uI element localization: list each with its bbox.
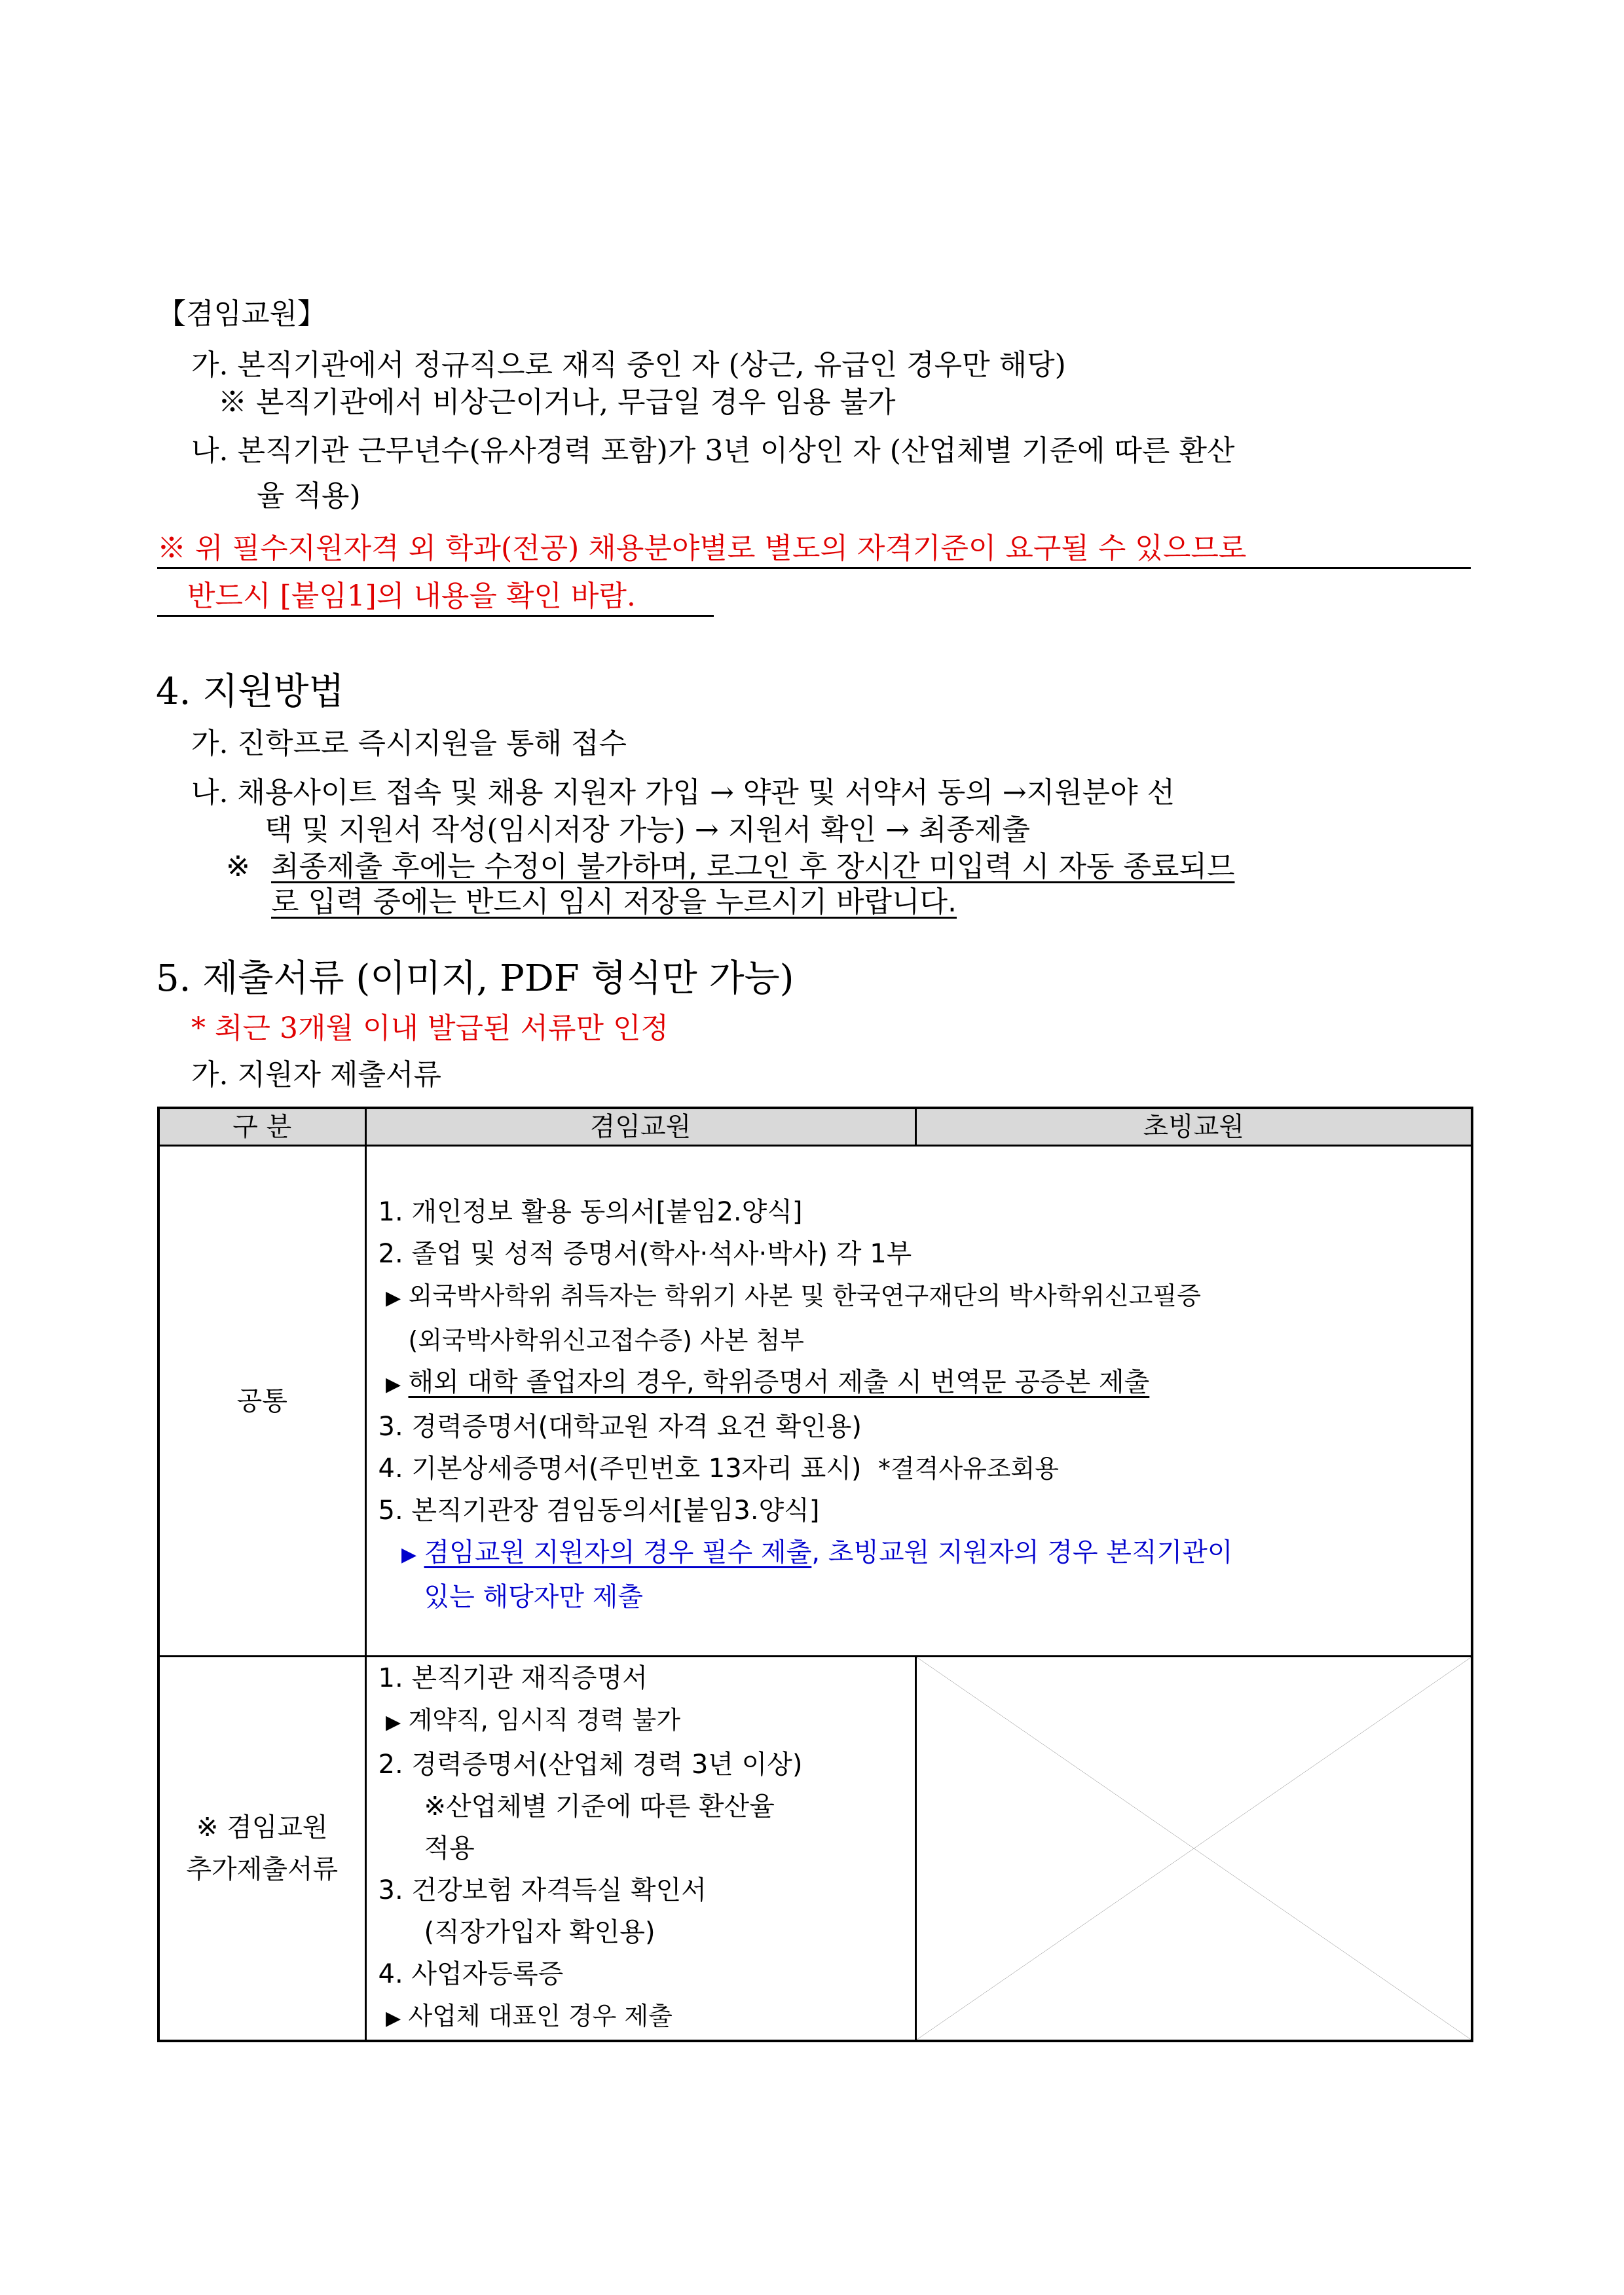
extra-item-3: 3. 건강보험 자격득실 확인서	[378, 1875, 707, 1905]
common-sub1	[378, 1275, 1471, 1319]
table-header-row	[158, 1108, 1472, 1146]
extra-item-2: 2. 경력증명서(산업체 경력 3년 이상)	[378, 1750, 803, 1780]
row-extra-content	[365, 1657, 915, 2042]
extra-sub4	[378, 1995, 915, 2040]
row-extra-label	[158, 1657, 365, 2042]
extra-label-line1: ※ 겸임교원	[196, 1812, 328, 1843]
common-sub2-text: 해외 대학 졸업자의 경우, 학위증명서 제출 시 번역문 공증본 제출	[408, 1367, 1150, 1397]
invited-not-applicable-cell	[915, 1657, 1472, 2042]
common-label-text: 공통	[236, 1386, 287, 1416]
common-item-1: 1. 개인정보 활용 동의서[붙임2.양식]	[378, 1197, 803, 1227]
common-sub3	[378, 1532, 1471, 1576]
section5-note: * 최근 3개월 이내 발급된 서류만 인정	[191, 1012, 669, 1045]
common-sub3-part1: 겸임교원 지원자의 경우 필수 제출	[424, 1537, 812, 1568]
common-sub3-line2: 있는 해당자만 제출	[424, 1582, 644, 1612]
extra-sub4-text: 사업체 대표인 경우 제출	[408, 2002, 673, 2030]
common-sub1-line2: (외국박사학위신고접수증) 사본 첨부	[408, 1326, 804, 1355]
row-common-label	[158, 1146, 365, 1657]
table-row-concurrent-extra	[158, 1657, 1472, 2042]
section4-item-na-line2: 택 및 지원서 작성(임시저장 가능) → 지원서 확인 → 최종제출	[265, 813, 1031, 847]
header-concurrent: 겸임교원	[365, 1108, 915, 1146]
table-row-common	[158, 1146, 1472, 1657]
extra-item-2-note2: 적용	[424, 1833, 475, 1864]
section5-sub: 가. 지원자 제출서류	[191, 1058, 441, 1092]
triangle-right-icon: ▶	[385, 1711, 401, 1734]
triangle-right-icon: ▶	[385, 2007, 401, 2030]
concurrent-warning-line2: 반드시 [붙임1]의 내용을 확인 바람.	[187, 579, 636, 613]
section4-title: 4. 지원방법	[156, 670, 344, 713]
extra-item-3-note: (직장가입자 확인용)	[424, 1917, 655, 1947]
concurrent-item-na-line2: 율 적용)	[257, 479, 361, 513]
extra-item-1: 1. 본직기관 재직증명서	[378, 1663, 648, 1693]
common-sub3-part2: , 초빙교원 지원자의 경우 본직기관이	[811, 1537, 1233, 1568]
section5-title: 5. 제출서류 (이미지, PDF 형식만 가능)	[156, 957, 794, 1000]
extra-sub1-text: 계약직, 임시직 경력 불가	[408, 1706, 680, 1735]
header-category: 구 분	[158, 1108, 365, 1146]
section4-item-ga: 가. 진학프로 즉시지원을 통해 접수	[191, 727, 627, 760]
common-item-4-note: *결격사유조회용	[877, 1454, 1059, 1483]
common-item-2: 2. 졸업 및 성적 증명서(학사·석사·박사) 각 1부	[378, 1239, 912, 1269]
row-common-content	[365, 1146, 1472, 1657]
not-applicable-cross-icon	[917, 1657, 1471, 2040]
section4-note-line1: 최종제출 후에는 수정이 불가하며, 로그인 후 장시간 미입력 시 자동 종료되므	[271, 850, 1235, 883]
section4-note-mark: ※	[226, 850, 250, 883]
common-item-3: 3. 경력증명서(대학교원 자격 요건 확인용)	[378, 1412, 862, 1442]
extra-item-2-note1: ※산업체별 기준에 따른 환산율	[424, 1791, 775, 1822]
extra-label-line2: 추가제출서류	[186, 1854, 339, 1884]
concurrent-heading: 【겸임교원】	[157, 297, 327, 331]
triangle-right-icon: ▶	[401, 1543, 417, 1566]
common-item-5: 5. 본직기관장 겸임동의서[붙임3.양식]	[378, 1496, 820, 1526]
extra-sub1	[378, 1699, 915, 1744]
warning-underline-1	[157, 567, 1471, 569]
concurrent-item-ga: 가. 본직기관에서 정규직으로 재직 중인 자 (상근, 유급인 경우만 해당)	[191, 348, 1066, 382]
extra-item-4: 4. 사업자등록증	[378, 1959, 564, 1989]
concurrent-item-na-line1: 나. 본직기관 근무년수(유사경력 포함)가 3년 이상인 자 (산업체별 기준에 따른 환산	[191, 434, 1235, 468]
warning-underline-2	[157, 615, 714, 617]
common-item-4-main: 4. 기본상세증명서(주민번호 13자리 표시)	[378, 1454, 862, 1484]
triangle-right-icon: ▶	[385, 1373, 401, 1396]
common-sub2	[378, 1361, 1471, 1406]
section4-item-na-line1: 나. 채용사이트 접속 및 채용 지원자 가입 → 약관 및 서약서 동의 →지원분야 선	[191, 776, 1175, 809]
header-invited: 초빙교원	[915, 1108, 1472, 1146]
section4-note-line2: 로 입력 중에는 반드시 임시 저장을 누르시기 바랍니다.	[271, 885, 957, 919]
common-sub1-line1: 외국박사학위 취득자는 학위기 사본 및 한국연구재단의 박사학위신고필증	[408, 1281, 1201, 1310]
documents-table	[157, 1107, 1473, 2042]
concurrent-note-ga: ※ 본직기관에서 비상근이거나, 무급일 경우 임용 불가	[218, 386, 896, 419]
concurrent-warning-line1: ※ 위 필수지원자격 외 학과(전공) 채용분야별로 별도의 자격기준이 요구될 수 있으므로	[157, 532, 1247, 565]
common-item-4	[378, 1448, 1471, 1490]
triangle-right-icon: ▶	[385, 1287, 401, 1310]
